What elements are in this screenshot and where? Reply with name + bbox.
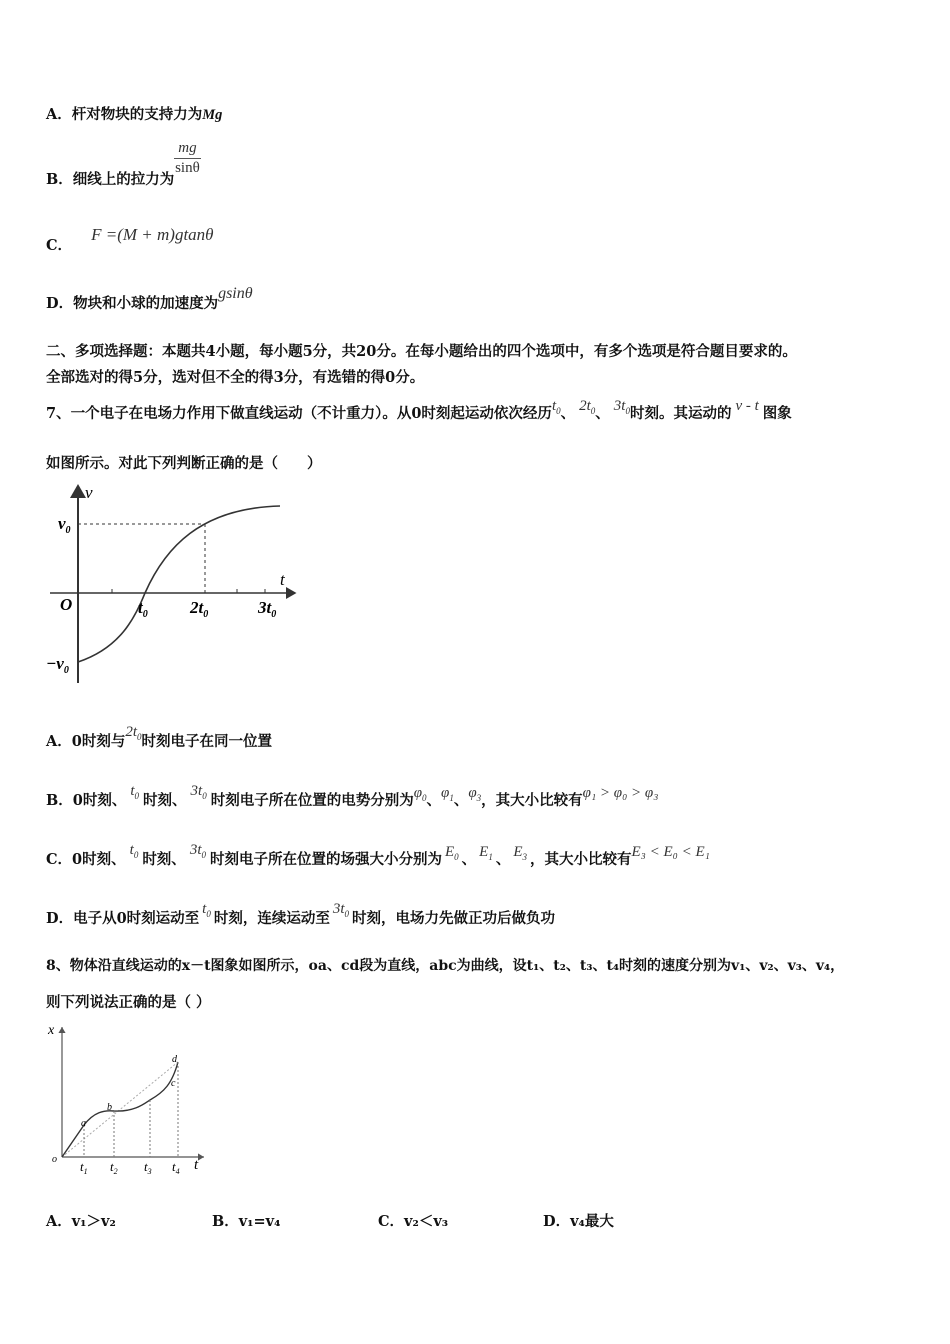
x-axis-label: x (48, 1023, 55, 1038)
q8-option-a: A．v₁＞v₂ (46, 1213, 116, 1230)
q6-option-c: C． F =(M + m)gtanθ (46, 225, 214, 254)
tick-t4: $t_4$ (172, 1159, 180, 1176)
tick-t3: $t_3$ (144, 1159, 152, 1176)
velocity-curve (78, 506, 280, 662)
q7-option-d: D．电子从0时刻运动至$t_0$ 时刻，连续运动至$3t_0$ 时刻，电场力先做正功后做负功 (46, 901, 556, 927)
tick-t1: $t_1$ (80, 1159, 88, 1176)
t-axis-label: t (280, 570, 285, 589)
point-b: b (107, 1102, 112, 1113)
point-d: d (172, 1054, 177, 1065)
point-a: a (81, 1118, 86, 1129)
tick-2t0-label: $2t_0$ (190, 598, 209, 620)
q7-option-b: B．0时刻、$t_0$ 时刻、$3t_0$ 时刻电子所在位置的电势分别为$\varphi_0$、$\varphi_1$、$\varphi_3$，其大小比较有φ₁ > φ₀ > φ₃ (46, 783, 659, 809)
v-axis-label: v (85, 483, 93, 502)
tick-t2: $t_2$ (110, 1159, 118, 1176)
q6-option-b: B．细线上的拉力为 $\frac{mg}{\sin\theta}$ (46, 140, 200, 188)
q6-option-d: D．物块和小球的加速度为gsinθ (46, 285, 253, 312)
tick-t0-label: $t_0$ (138, 598, 148, 620)
point-c: c (171, 1078, 176, 1089)
q7-option-c: C．0时刻、$t_0$ 时刻、$3t_0$ 时刻电子所在位置的场强大小分别为 $E_0$ 、 $E_1$ 、 $E_3$ ，其大小比较有E₃ < E₀ < E₁ (46, 842, 710, 868)
t-axis-label-8: t (194, 1157, 199, 1173)
origin-label: O (60, 595, 73, 614)
origin-o: o (52, 1154, 57, 1165)
q7-stem-line2: 如图所示。对此下列判断正确的是（ ） (46, 455, 322, 472)
reference-dotted-line (62, 1062, 178, 1157)
q7-option-a: A．0时刻与$2t_0$时刻电子在同一位置 (46, 724, 273, 750)
vt-graph (40, 478, 310, 688)
v0-label: $v_0$ (58, 514, 71, 536)
q8-option-b: B．v₁=v₄ (212, 1213, 281, 1230)
q8-option-d: D．v₄最大 (543, 1213, 614, 1230)
fraction-mg-over-sin: $\frac{mg}{\sin\theta}$ (175, 140, 200, 176)
tick-3t0-label: $3t_0$ (258, 598, 277, 620)
xt-graph (44, 1022, 214, 1177)
section-header-line2: 全部选对的得5分，选对但不全的得3分，有选错的得0分。 (46, 369, 425, 386)
q8-stem-line2: 则下列说法正确的是（ ） (46, 994, 211, 1011)
q8-option-c: C．v₂＜v₃ (378, 1213, 449, 1230)
q8-stem: 8、物体沿直线运动的x－t图象如图所示，oa、cd段为直线，abc为曲线，设t₁、t₂、t₃、t₄时刻的速度分别为v₁、v₂、v₃、v₄， (46, 958, 845, 974)
q6-option-a: A．杆对物块的支持力为Mg (46, 106, 223, 123)
section-header: 二、多项选择题：本题共4小题，每小题5分，共20分。在每小题给出的四个选项中，有多个选项是符合题目要求的。 (46, 343, 797, 360)
neg-v0-label: $-v_0$ (46, 654, 69, 676)
q7-stem: 7、一个电子在电场力作用下做直线运动（不计重力）。从0时刻起运动依次经历$t_0$、 $2t_0$、 $3t_0$时刻。其运动的 v - t 图象 (46, 398, 792, 422)
